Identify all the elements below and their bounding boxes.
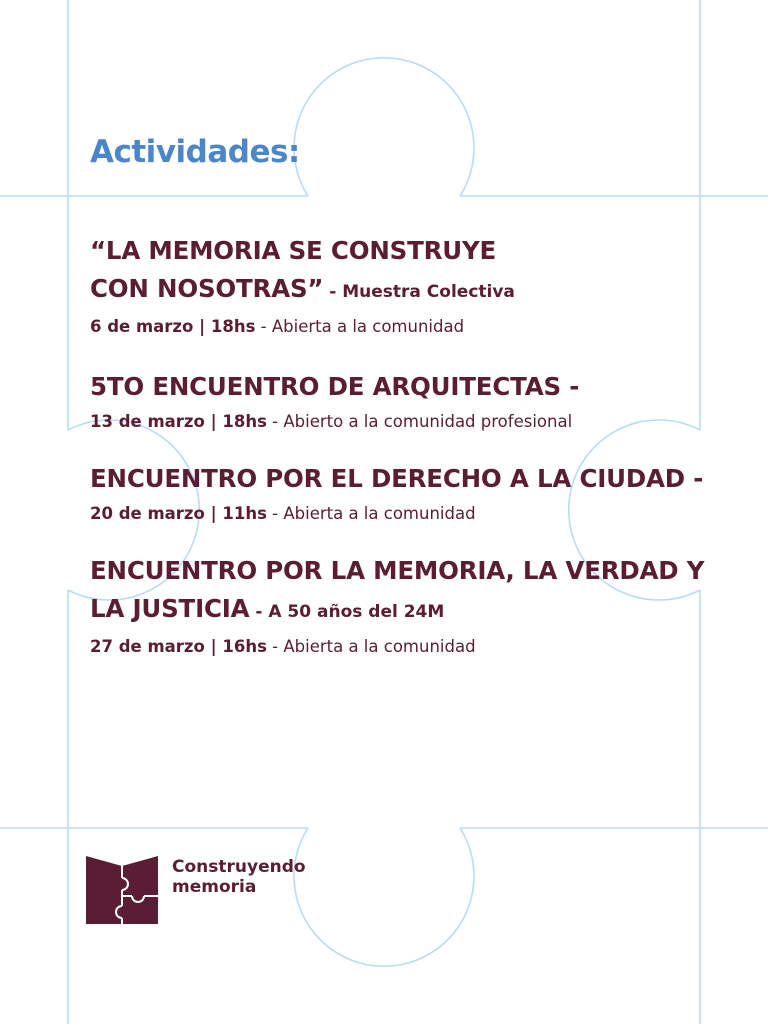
activity-item-4 [90,552,710,659]
activity-meta [90,635,710,659]
activity-date: 27 de marzo | 16hs [90,637,267,656]
activity-date: 13 de marzo | 18hs [90,412,267,431]
activity-meta [90,502,710,526]
activity-suffix: - [560,372,580,401]
brand-name: Construyendo memoria [172,857,306,897]
page-heading: Actividades: [90,134,300,170]
activity-title-wrap [90,552,710,631]
activity-audience: - Abierto a la comunidad profesional [266,412,573,431]
activity-title-wrap [90,368,710,406]
activity-title-wrap [90,460,710,498]
brand-block [86,856,332,924]
activity-suffix: - [684,464,704,493]
activity-title-wrap [90,232,560,311]
activity-title: ENCUENTRO POR LA MEMORIA, LA VERDAD Y LA JUSTICIA [90,556,705,623]
activity-list [90,232,710,659]
activity-title: 5TO ENCUENTRO DE ARQUITECTAS [90,372,561,401]
activity-audience: - Abierta a la comunidad [266,637,476,656]
activity-title: “LA MEMORIA SE CONSTRUYE CON NOSOTRAS” [90,236,497,303]
activity-date: 20 de marzo | 11hs [90,504,267,523]
activity-audience: - Abierta a la comunidad [266,504,476,523]
activity-meta [90,315,710,339]
activity-title: ENCUENTRO POR EL DERECHO A LA CIUDAD [90,464,685,493]
activity-item-1 [90,232,710,339]
activity-item-3 [90,460,710,526]
puzzle-book-icon [86,856,158,924]
activity-suffix: - A 50 años del 24M [249,602,445,622]
activity-item-2 [90,368,710,434]
activity-date: 6 de marzo | 18hs [90,317,256,336]
activity-suffix: - Muestra Colectiva [323,282,515,302]
activity-meta [90,410,710,434]
activity-audience: - Abierta a la comunidad [255,317,465,336]
